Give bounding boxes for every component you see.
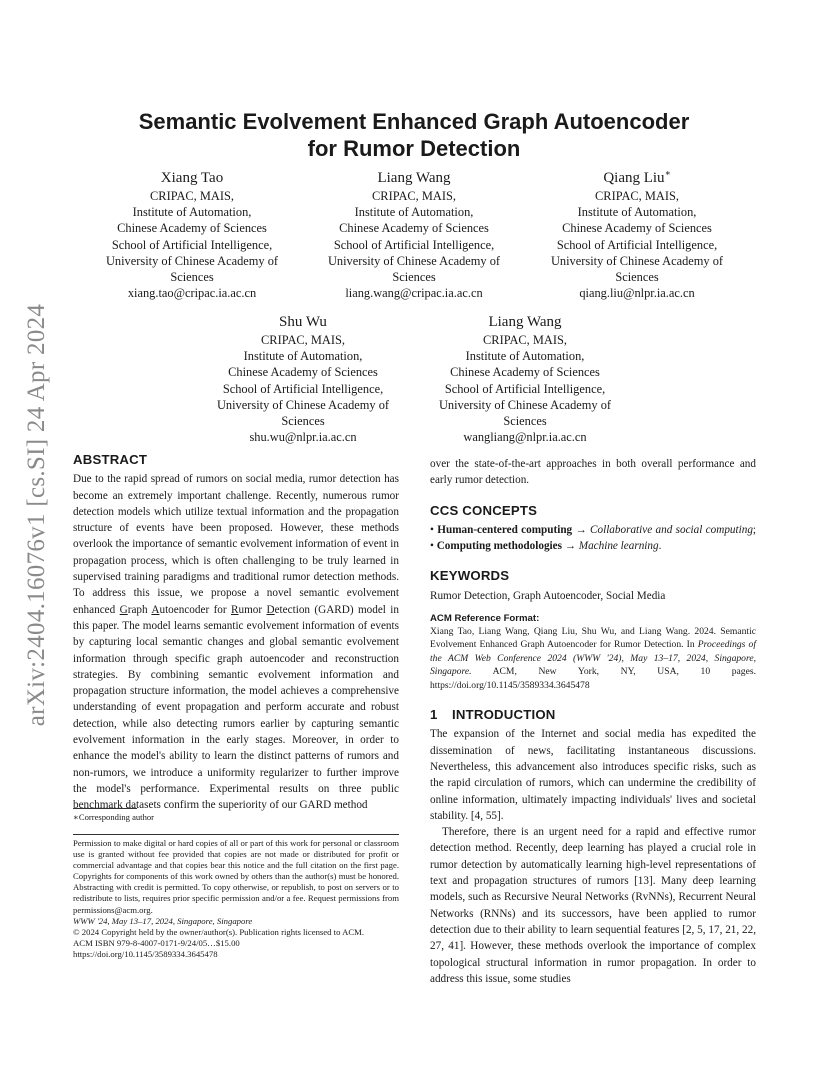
isbn-line: ACM ISBN 979-8-4007-0171-9/24/05…$15.00 — [73, 937, 240, 948]
abstract-text-part: etection — [274, 603, 311, 616]
corresponding-author-footnote: ∗Corresponding author — [73, 812, 155, 822]
permission-text: Permission to make digital or hard copies of all or part of this work for personal or classroom use is granted without fee provided that copies are not made or distributed for profit or commercial advantage and that copies bear this notice and the full citation on the first page. Copyrights for components of this work owned by others than the author(s) must be honored. Abstracting with credit is permitted. To copy otherwise, or republish, to post on servers or to redistribute to lists, requires prior specific permission and/or a fee. Request permissions from permissions@acm.org. — [73, 838, 399, 915]
author-affiliation: Institute of Automation, — [465, 349, 585, 364]
author-affiliation: Chinese Academy of Sciences — [117, 221, 267, 236]
author-affiliation: CRIPAC, MAIS, — [261, 333, 345, 347]
author-affiliation: Institute of Automation, — [243, 349, 363, 364]
author-email: qiang.liu@nlpr.ia.ac.cn — [579, 286, 695, 301]
conference-info: WWW '24, May 13–17, 2024, Singapore, Singapore — [73, 915, 253, 926]
ccs-heading: CCS CONCEPTS — [430, 502, 538, 518]
author-affiliation: Chinese Academy of Sciences — [228, 365, 378, 380]
author-affiliation: University of Chinese Academy of Sciences — [216, 397, 390, 429]
acm-ref-heading: ACM Reference Format: — [430, 613, 540, 625]
author-email: liang.wang@cripac.ia.ac.cn — [345, 286, 483, 301]
author-block — [92, 169, 292, 301]
intro-paragraph-1: The expansion of the Internet and social media has expedited the dissemination of news, facilitating instantaneous discussions. Nevertheless, this advancement also introduces specific risks, such as the rapid circulation of rumors, which can undermine the credibility of online information, ultimately impacting individuals' lives and societal stability. [4, 55]. — [430, 728, 756, 822]
author-name: Xiang Tao — [160, 170, 224, 186]
author-affiliation: University of Chinese Academy of Sciences — [438, 397, 612, 429]
author-block — [537, 169, 737, 301]
arxiv-identifier: arXiv:2404.16076v1 [cs.SI] 24 Apr 2024 — [23, 303, 50, 727]
author-affiliation: University of Chinese Academy of Sciences — [105, 253, 279, 285]
author-affiliation: CRIPAC, MAIS, — [372, 189, 456, 203]
author-email: wangliang@nlpr.ia.ac.cn — [463, 430, 587, 445]
author-affiliation: Chinese Academy of Sciences — [339, 221, 489, 236]
corresponding-author-mark: ∗ — [664, 168, 671, 178]
intro-paragraph-2: Therefore, there is an urgent need for a rapid and effective rumor detection method. Recently, deep learning has played a crucial role in rumor detection by automatically learning high-level representations of text and propagation structures of rumors [13]. Many deep learning models, such as Recursive Neural Networks (RvNNs), Recurrent Neural Networks (RNNs) and its successors, have been applied to rumor detection due to their ability to learn sequential features [2, 5, 17, 21, 22, 27, 41]. However, these methods overlook the importance of complex topological structural information in rumor propagation. In order to address this issue, some studies — [430, 826, 756, 985]
author-affiliation: CRIPAC, MAIS, — [595, 189, 679, 203]
author-block — [314, 169, 514, 301]
section-number: 1 — [430, 707, 438, 723]
section-title: INTRODUCTION — [452, 707, 556, 723]
acm-ref-proceedings: Proceedings of the ACM Web Conference 2024 (WWW '24), May 13–17, 2024, Singapore, Singapore. — [430, 639, 756, 678]
keywords-text: Rumor Detection, Graph Autoencoder, Social Media — [430, 589, 666, 602]
author-affiliation: CRIPAC, MAIS, — [150, 189, 234, 203]
author-affiliation: School of Artificial Intelligence, — [444, 381, 606, 396]
abstract-text-part: (GARD) model in this paper. The model learns semantic evolvement information of events by capturing local semantic changes and global semantic evolvement information through specific graph autoencoder and reconstruction strategies. By combining semantic evolvement information and propagation structure information, the model achieves a comprehensive understanding of event propagation and perform accurate and robust detection, while also detecting rumors earlier by capturing semantic evolvement information in the early stages. Moreover, in order to enhance the model's ability to learn the distinct patterns of rumors and non-rumors, we introduce a uniformity regularizer to further improve the model's performance. Experimental results on three public benchmark datasets confirm the superiority of our GARD method — [73, 603, 399, 812]
paper-title — [0, 108, 828, 162]
acm-ref-text — [430, 625, 756, 692]
separator: ; — [752, 523, 757, 536]
abstract-text-part: utoencoder for — [159, 603, 232, 616]
author-affiliation: Institute of Automation, — [354, 205, 474, 220]
ccs-subconcept: Collaborative and social computing — [590, 523, 753, 536]
author-block — [203, 313, 403, 445]
author-affiliation: School of Artificial Intelligence, — [333, 237, 495, 252]
acm-ref-part: ACM, New York, NY, USA, 10 pages. https://doi.org/10.1145/3589334.3645478 — [430, 666, 756, 691]
acronym-letter: R — [231, 603, 239, 616]
ccs-concept: Human-centered computing — [437, 523, 573, 536]
title-line-1: Semantic Evolvement Enhanced Graph Autoencoder — [138, 109, 690, 134]
author-affiliation: Institute of Automation, — [132, 205, 252, 220]
abstract-text-part: raph — [127, 603, 152, 616]
author-name: Liang Wang — [377, 170, 451, 186]
doi-link[interactable]: https://doi.org/10.1145/3589334.3645478 — [73, 948, 218, 959]
right-column — [430, 456, 756, 987]
ccs-concepts — [430, 522, 756, 555]
copyright-line: © 2024 Copyright held by the owner/author(s). Publication rights licensed to ACM. — [73, 926, 365, 937]
author-email: shu.wu@nlpr.ia.ac.cn — [249, 430, 357, 445]
abstract-section — [73, 452, 399, 814]
abstract-text-part: Due to the rapid spread of rumors on social media, rumor detection has become an extremely important challenge. Recently, numerous rumor detection models which utilize textual information and the propagation structure of events have been proposed. However, these methods overlook the importance of semantic evolvement information of event in propagation process, which is often challenging to be truly learned in supervised training paradigms and traditional rumor detection methods. To address this issue, we propose a novel semantic evolvement enhanced — [73, 473, 399, 616]
author-affiliation: Chinese Academy of Sciences — [562, 221, 712, 236]
bullet: • — [430, 523, 434, 536]
footnote-rule — [73, 808, 137, 809]
permission-rule — [73, 834, 399, 835]
author-name: Shu Wu — [279, 314, 327, 330]
ccs-concept: Computing methodologies — [436, 540, 562, 553]
author-name-with-mark — [537, 169, 737, 188]
acronym-letter: G — [119, 603, 128, 616]
period: . — [658, 540, 662, 553]
arrow-icon: → — [564, 540, 576, 553]
author-affiliation: School of Artificial Intelligence, — [111, 237, 273, 252]
acm-ref-part: Xiang Tao, Liang Wang, Qiang Liu, Shu Wu, and Liang Wang. 2024. Semantic Evolvement Enhanced Graph Autoencoder for Rumor Detection. In — [430, 626, 756, 651]
author-affiliation: Institute of Automation, — [577, 205, 697, 220]
abstract-text — [73, 471, 399, 813]
title-line-2: for Rumor Detection — [307, 136, 521, 161]
author-email: xiang.tao@cripac.ia.ac.cn — [127, 286, 257, 301]
permission-block — [73, 838, 399, 960]
author-name: Liang Wang — [488, 314, 562, 330]
acronym-letter: D — [266, 603, 275, 616]
author-name: Qiang Liu — [603, 170, 665, 186]
author-affiliation: University of Chinese Academy of Sciences — [327, 253, 501, 285]
author-affiliation: Chinese Academy of Sciences — [450, 365, 600, 380]
author-affiliation: CRIPAC, MAIS, — [483, 333, 567, 347]
intro-heading — [430, 707, 756, 723]
abstract-heading: ABSTRACT — [73, 452, 148, 467]
bullet: • — [430, 540, 434, 553]
author-affiliation: School of Artificial Intelligence, — [556, 237, 718, 252]
arrow-icon: → — [575, 523, 587, 536]
abstract-continued: over the state-of-the-art approaches in both overall performance and early rumor detection. — [430, 458, 756, 487]
keywords-heading: KEYWORDS — [430, 568, 510, 584]
arxiv-sidebar — [22, 300, 52, 730]
author-affiliation: School of Artificial Intelligence, — [222, 381, 384, 396]
author-affiliation: University of Chinese Academy of Sciences — [550, 253, 724, 285]
abstract-text-part: umor — [238, 603, 267, 616]
author-block — [425, 313, 625, 445]
ccs-subconcept: Machine learning — [578, 540, 659, 553]
acronym-letter: A — [151, 603, 160, 616]
